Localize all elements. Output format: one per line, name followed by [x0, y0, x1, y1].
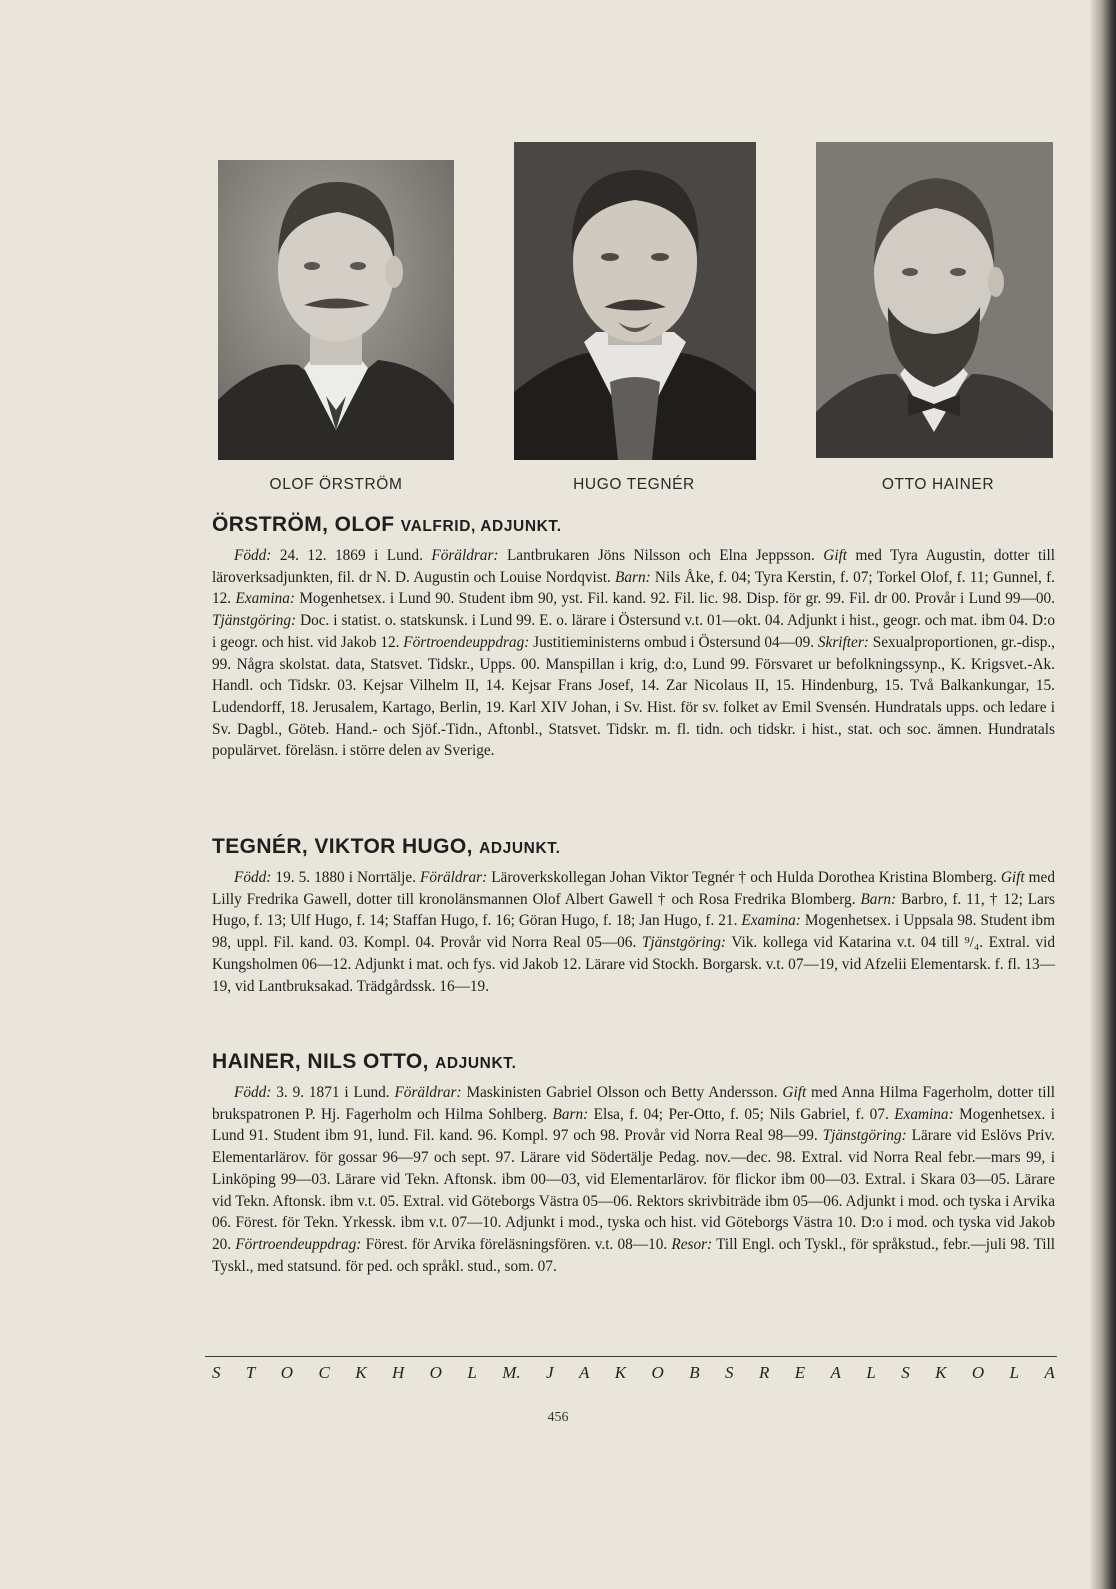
field-text: Lärare vid Eslövs Priv. Elementarlärov. för gossar 96—97 och sept. 97. Lärare vid Södertälje Pedag. nov.—dec. 98. Extral. vid Norra Real febr.—mars 99, i Linköping 99—03. Lärare vid Tekn. Aftonsk. ibm 00—03, vid Elementarlärov. för flickor ibm 00—03. Extral. i Skara 03—05. Lärare vid Tekn. Aftonsk. ibm v.t. 05. Extral. vid Göteborgs Västra 05—06. Rektors skrivbiträde ibm 05—06. Adjunkt i mod. och tyska i Arvika 06. Förest. för Tekn. Yrkessk. ibm v.t. 07—10. Adjunkt i mod., tyska och hist. vid Göteborgs Västra 10. D:o i mod. och tyska vid Jakob 20. [212, 1127, 1055, 1253]
field-text: 24. 12. 1869 i Lund. [271, 547, 432, 564]
entry-surname: TEGNÉR, [212, 835, 309, 858]
page-number: 456 [547, 1410, 569, 1425]
caption-olof-orstrom: OLOF ÖRSTRÖM [269, 476, 403, 493]
field-text: Läroverkskollegan Johan Viktor Tegnér † och Hulda Dorothea Kristina Blomberg. [487, 869, 1001, 886]
portrait-hugo-tegner [514, 142, 756, 460]
field-text: Mogenhetsex. i Lund 91. Student ibm 91, lund. Fil. kand. 96. Kompl. 97 och 98. Provår vid Norra Real 98—99. [212, 1105, 1055, 1145]
entry-title: ADJUNKT. [435, 1055, 517, 1072]
field-text: 3. 9. 1871 i Lund. [271, 1084, 395, 1101]
footer-letter: K [355, 1363, 367, 1382]
field-text: med Tyra Augustin, dotter till läroverksadjunkten, fil. dr N. D. Augustin och Louise Nordqvist. [212, 547, 1055, 586]
footer-letter: B [689, 1363, 700, 1382]
field-label: Skrifter: [817, 633, 869, 651]
field-text: Doc. i statist. o. statskunsk. i Lund 99. E. o. lärare i Östersund v.t. 01—okt. 04. Adjunkt i hist., geogr. och mat. ibm 04. D:o i geogr. och hist. vid Jakob 12. [212, 612, 1055, 651]
field-label: Examina: [235, 590, 295, 608]
field-label: Examina: [894, 1105, 954, 1123]
field-label: Barn: [615, 568, 651, 586]
entry-given-name: OLOF [328, 513, 401, 536]
entry-body [212, 1082, 1055, 1277]
entry-title: ADJUNKT. [479, 840, 561, 857]
portrait-olof-orstrom [218, 160, 454, 460]
entry-hainer [212, 1050, 1055, 1277]
field-text: Nils Åke, f. 04; Tyra Kerstin, f. 07; Torkel Olof, f. 11; Gunnel, f. 12. [212, 568, 1055, 608]
entry-surname: HAINER, [212, 1050, 302, 1073]
footer-letter: O [971, 1363, 985, 1382]
footer-letter: E [794, 1363, 806, 1382]
field-text: 19. 5. 1880 i Norrtälje. [271, 869, 421, 886]
footer-letter: R [758, 1363, 770, 1382]
entry-body [212, 545, 1055, 762]
entry-heading [212, 513, 1055, 537]
field-label: Född: [234, 1084, 272, 1101]
field-label: Född: [234, 547, 272, 564]
field-label: Examina: [741, 912, 801, 930]
field-label: Föräldrar: [431, 547, 499, 564]
field-text: Vik. kollega vid Katarina v.t. 04 till ⁹/₄. Extral. vid Kungsholmen 06—12. Adjunkt i mat. och fys. vid Jakob 12. Lärare vid Stockh. Borgarsk. v.t. 07—19, vid Afzelii Elementarsk. f. fl. 13—19, vid Lantbruksakad. Trädgårdssk. 16—19. [212, 934, 1055, 995]
footer-letter: A [579, 1363, 590, 1382]
footer-letter: S [725, 1363, 734, 1382]
field-label: Förtroendeuppdrag: [235, 1235, 362, 1253]
entry-given-name: NILS OTTO, [301, 1050, 436, 1073]
footer-letter: T [245, 1363, 256, 1382]
caption-hugo-tegner: HUGO TEGNÉR [573, 476, 695, 493]
field-text: Elsa, f. 04; Per-Otto, f. 05; Nils Gabriel, f. 07. [588, 1105, 895, 1123]
field-text: Till Engl. och Tyskl., för språkstud., febr.—juli 98. Till Tyskl., med statsund. för ped. och språkl. stud., som. 07. [212, 1235, 1055, 1275]
footer-letter: A [830, 1363, 841, 1382]
footer-letter: L [1009, 1363, 1020, 1382]
entry-title: VALFRID, ADJUNKT. [400, 518, 562, 535]
footer-letter: A [1044, 1363, 1055, 1382]
footer-letter: O [651, 1363, 664, 1382]
field-label: Föräldrar: [394, 1084, 462, 1101]
entry-heading [212, 835, 1055, 859]
entry-surname: ÖRSTRÖM, [212, 513, 329, 536]
field-text: Sexualproportionen, gr.-disp., 99. Några skolstat. data, Statsvet. Tidskr., Upps. 00. Manspillan i krig, d:o, Lund 99. Försvaret ur befolkningssynp., K. Krigsvet.-Ak. Handl. och Tidskr. 03. Kejsar Vilhelm II, 14. Kejsar Frans Josef, 14. Zar Nicolaus II, 15. Hindenburg, 15. Två Balkankungar, 15. Ludendorff, 18. Jerusalem, Kartago, Berlin, 19. Karl XIV Johan, i Sv. Hist. för sv. folket av Emil Svensén. Hundratals upps. och ledare i Sv. Dagbl., Göteb. Hand.- och Sjöf.-Tidn., Aftonbl., Statsvet. Tidskr. m. fl. tidn. och tidskr. i hist., stat. och soc. ämnen. Hundratals populärvet. föreläsn. i större delen av Sverige. [212, 633, 1055, 760]
field-label: Barn: [860, 890, 897, 908]
field-label: Förtroendeuppdrag: [403, 633, 530, 651]
entry-body [212, 867, 1055, 997]
footer-letter: L [467, 1363, 477, 1382]
entry-given-name: VIKTOR HUGO, [308, 835, 480, 858]
field-label: Gift [782, 1084, 807, 1101]
field-text: Maskinisten Gabriel Olsson och Betty Andersson. [461, 1084, 783, 1101]
footer-letter: O [280, 1363, 294, 1382]
footer-letter: J [546, 1363, 554, 1382]
footer-letter: H [391, 1363, 405, 1382]
field-text: med Anna Hilma Fagerholm, dotter till brukspatronen P. Hj. Fagerholm och Hilma Sohlberg. [212, 1084, 1055, 1123]
entry-orstrom [212, 513, 1055, 762]
field-label: Gift [1000, 869, 1025, 886]
field-text: med Lilly Fredrika Gawell, dotter till kronolänsmannen Olof Albert Gawell † och Rosa Fredrika Blomberg. [212, 869, 1055, 908]
field-label: Gift [823, 547, 848, 564]
footer-letter: C [318, 1363, 330, 1382]
field-label: Tjänstgöring: [212, 612, 297, 630]
footer-letter: M. [502, 1363, 521, 1382]
field-text: Lantbrukaren Jöns Nilsson och Elna Jeppsson. [498, 547, 824, 564]
portrait-otto-hainer [816, 142, 1053, 458]
field-text: Justitieministerns ombud i Östersund 04—09. [529, 633, 818, 651]
field-label: Tjänstgöring: [641, 934, 727, 952]
field-text: Barbro, f. 11, † 12; Lars Hugo, f. 13; Ulf Hugo, f. 14; Staffan Hugo, f. 16; Göran Hugo, f. 18; Jan Hugo, f. 21. [212, 890, 1055, 930]
field-text: Mogenhetsex. i Lund 90. Student ibm 90, yst. Fil. kand. 92. Fil. lic. 98. Disp. för gr. 99. Fil. dr 00. Provår i Lund 99—00. [294, 590, 1055, 608]
field-label: Född: [234, 869, 272, 886]
caption-otto-hainer: OTTO HAINER [881, 476, 995, 493]
footer-letter: O [429, 1363, 442, 1382]
field-text: Förest. för Arvika föreläsningsfören. v.t. 08—10. [361, 1235, 672, 1253]
field-label: Tjänstgöring: [822, 1127, 907, 1145]
footer-letter: L [866, 1363, 876, 1382]
field-label: Resor: [671, 1235, 713, 1253]
book-spine-shadow [1090, 0, 1116, 1589]
footer-letter: K [935, 1363, 947, 1382]
running-footer [212, 1363, 1055, 1383]
footer-letter: K [614, 1363, 627, 1382]
entry-tegner [212, 835, 1055, 997]
footer-letter: S [212, 1363, 221, 1382]
entry-heading [212, 1050, 1055, 1074]
footer-rule [205, 1356, 1057, 1357]
field-text: Mogenhetsex. i Uppsala 98. Student ibm 98, uppl. Fil. kand. 03. Kompl. 04. Provår vid Norra Real 05—06. [212, 912, 1055, 952]
field-label: Barn: [552, 1105, 589, 1123]
field-label: Föräldrar: [420, 869, 488, 886]
footer-letter: S [901, 1363, 910, 1382]
